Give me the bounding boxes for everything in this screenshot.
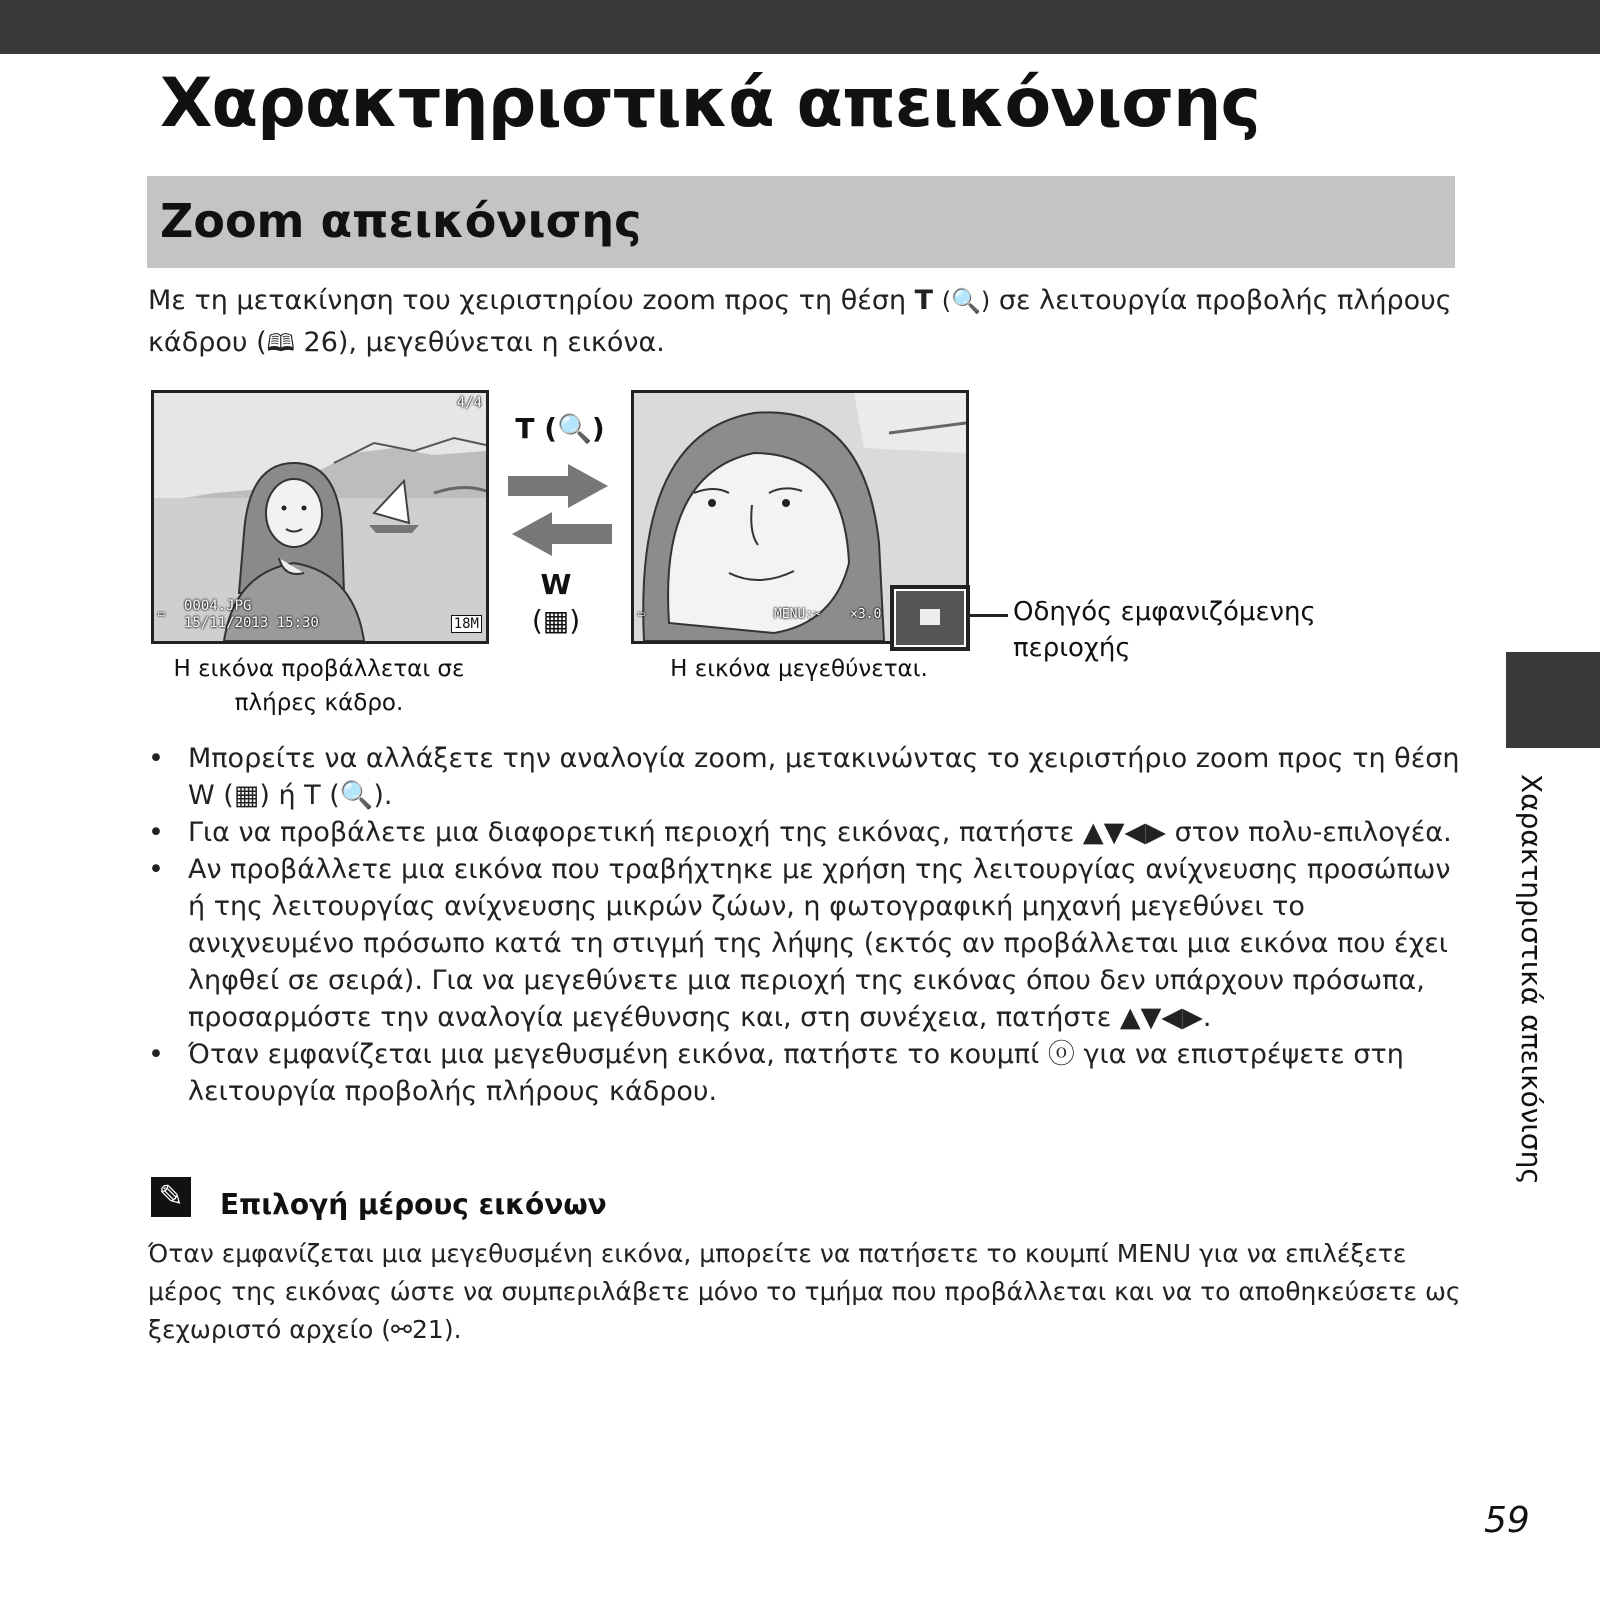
image-size-badge: 18M	[451, 615, 482, 633]
zoom-arrows	[506, 464, 614, 568]
guide-leader-line	[966, 614, 1008, 617]
note-body: Όταν εμφανίζεται μια μεγεθυσμένη εικόνα, μπορείτε να πατήσετε το κουμπί MENU για να επιλέξετε μέρος της εικόνας ώστε να συμπεριλάβετε μόνο το τμήμα που προβάλλεται και να το αποθηκεύσετε ως ξεχωριστό αρχείο (⚯21).	[148, 1239, 1461, 1344]
zoom-in-icon: (🔍)	[941, 287, 991, 315]
list-item: • Για να προβάλετε μια διαφορετική περιοχή της εικόνας, πατήστε ▲▼◀▶ στον πολυ-επιλογέα.	[148, 814, 1468, 851]
intro-text-1: Με τη μετακίνηση του χειριστηρίου zoom προς τη θέση	[148, 285, 915, 316]
book-reference-icon: 🕮	[266, 329, 295, 357]
recording-datetime: 15/11/2013 15:30	[184, 615, 319, 631]
w-key-label: W	[540, 568, 572, 601]
chapter-title: Χαρακτηριστικά απεικόνισης	[160, 64, 1260, 143]
battery-icon: ▭	[158, 607, 165, 620]
zoom-out-arrow	[512, 512, 612, 556]
bullet-list	[148, 740, 1468, 1110]
zoomed-caption: Η εικόνα μεγεθύνεται.	[670, 656, 928, 682]
image-counter: 4/4	[456, 395, 482, 411]
header-bar	[0, 0, 1600, 54]
battery-icon: ▭	[638, 607, 645, 620]
file-name: 0004.JPG	[184, 598, 252, 614]
zoom-in-arrow	[508, 464, 608, 508]
section-title: Zoom απεικόνισης	[160, 194, 642, 248]
intro-paragraph	[148, 280, 1468, 364]
full-frame-caption: Η εικόνα προβάλλεται σε πλήρες κάδρο.	[173, 656, 465, 716]
guide-label: Οδηγός εμφανιζόμενης περιοχής	[1013, 597, 1316, 663]
t-zoom-label: T (🔍)	[515, 412, 605, 445]
pencil-icon: ✎	[151, 1177, 191, 1217]
list-item: • Μπορείτε να αλλάξετε την αναλογία zoom, μετακινώντας το χειριστήριο zoom προς τη θέση W (▦) ή T (🔍).	[148, 740, 1468, 814]
displayed-area-marker	[920, 609, 940, 625]
list-item: • Όταν εμφανίζεται μια μεγεθυσμένη εικόνα, πατήστε το κουμπί ⓞ για να επιστρέψετε στη λειτουργία προβολής πλήρους κάδρου.	[148, 1036, 1468, 1110]
displayed-area-guide	[890, 585, 970, 651]
menu-crop-hint: MENU:✂	[774, 607, 821, 622]
intro-text-2: σε λειτουργία προβολής πλήρους κάδρου (	[148, 285, 1452, 358]
zoom-ratio: ×3.0	[850, 607, 882, 622]
side-chapter-label: Χαρακτηριστικά απεικόνισης	[1515, 774, 1548, 1185]
chapter-side-tab	[1506, 652, 1600, 748]
intro-text-3: 26), μεγεθύνεται η εικόνα.	[294, 327, 665, 358]
list-item: • Αν προβάλλετε μια εικόνα που τραβήχτηκε με χρήση της λειτουργίας ανίχνευσης προσώπων ή της λειτουργίας ανίχνευσης μικρών ζώων, η φωτογραφική μηχανή μεγεθύνει το ανιχνευμένο πρόσωπο κατά τη στιγμή της λήψης (εκτός αν προβάλλεται μια εικόνα που έχει ληφθεί σε σειρά). Για να μεγεθύνετε μια περιοχή της εικόνας όπου δεν υπάρχουν πρόσωπα, προσαρμόστε την αναλογία μεγέθυνσης και, στη συνέχεια, πατήστε ▲▼◀▶.	[148, 851, 1468, 1036]
page-number: 59	[1484, 1500, 1530, 1541]
t-key-label: T	[914, 285, 934, 316]
full-frame-screen	[151, 390, 489, 644]
thumbnail-icon: (▦)	[531, 604, 581, 637]
note-title: Επιλογή μέρους εικόνων	[220, 1188, 607, 1221]
